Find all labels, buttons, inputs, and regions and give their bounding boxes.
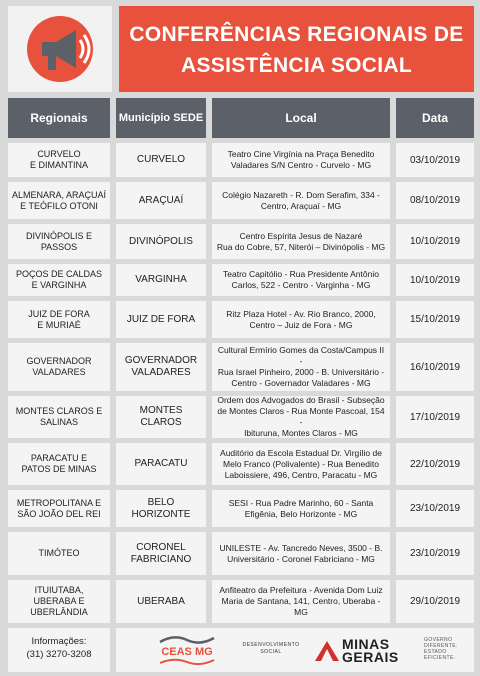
row-local: Centro Espírita Jesus de Nazaré Rua do Cobre, 57, Niterói – Divinópolis - MG — [212, 224, 390, 259]
footer-info — [8, 628, 110, 672]
row-local: Teatro Capitólio - Rua Presidente Antônio Carlos, 522 - Centro - Varginha - MG — [212, 264, 390, 296]
row-date: 22/10/2019 — [396, 443, 474, 485]
row-date: 16/10/2019 — [396, 343, 474, 391]
row-regional: TIMÓTEO — [8, 532, 110, 575]
row-regional: MONTES CLAROS E SALINAS — [8, 396, 110, 438]
row-regional: CURVELO E DIMANTINA — [8, 143, 110, 177]
row-municipio: PARACATU — [116, 443, 206, 485]
row-date: 03/10/2019 — [396, 143, 474, 177]
row-date: 23/10/2019 — [396, 532, 474, 575]
column-header-local: Local — [212, 98, 390, 138]
row-local: Anfiteatro da Prefeitura - Avenida Dom Luiz Maria de Santana, 141, Centro, Uberaba - MG — [212, 580, 390, 623]
minas-gerais-label: MINAS GERAIS — [342, 636, 399, 665]
title-line-1: CONFERÊNCIAS REGIONAIS DE — [129, 23, 464, 46]
ceas-logo — [154, 633, 220, 667]
row-municipio: MONTES CLAROS — [116, 396, 206, 438]
row-local: Ritz Plaza Hotel - Av. Rio Branco, 2000, Centro – Juiz de Fora - MG — [212, 301, 390, 338]
phone-number: (31) 3270-3208 — [26, 649, 92, 660]
row-municipio: DIVINÓPOLIS — [116, 224, 206, 259]
column-header-regionais: Regionais — [8, 98, 110, 138]
row-municipio: CORONEL FABRICIANO — [116, 532, 206, 575]
row-regional: ALMENARA, ARAÇUAÍ E TEÓFILO OTONI — [8, 182, 110, 219]
ceas-label: CEAS MG — [161, 646, 213, 658]
info-label: Informações: — [31, 636, 87, 647]
row-regional: GOVERNADOR VALADARES — [8, 343, 110, 391]
row-regional: METROPOLITANA E SÃO JOÃO DEL REI — [8, 490, 110, 527]
row-municipio: CURVELO — [116, 143, 206, 177]
row-municipio: JUIZ DE FORA — [116, 301, 206, 338]
row-regional: POÇOS DE CALDAS E VARGINHA — [8, 264, 110, 296]
row-regional: PARACATU E PATOS DE MINAS — [8, 443, 110, 485]
row-regional: JUIZ DE FORA E MURIAÉ — [8, 301, 110, 338]
row-regional: DIVINÓPOLIS E PASSOS — [8, 224, 110, 259]
header — [8, 6, 474, 92]
row-date: 10/10/2019 — [396, 264, 474, 296]
column-header-municipio: Município SEDE — [116, 98, 206, 138]
row-local: Colégio Nazareth - R. Dom Serafim, 334 - Centro, Araçuaí - MG — [212, 182, 390, 219]
row-local: SESI - Rua Padre Marinho, 60 - Santa Efigênia, Belo Horizonte - MG — [212, 490, 390, 527]
row-date: 17/10/2019 — [396, 396, 474, 438]
logo-panel — [8, 6, 112, 92]
row-local: Auditório da Escola Estadual Dr. Virgílio de Melo Franco (Polivalente) - Rua Benedito Laboissiere, 496, Centro, Paracatu - MG — [212, 443, 390, 485]
row-local: UNILESTE - Av. Tancredo Neves, 3500 - B. Universitário - Coronel Fabriciano - MG — [212, 532, 390, 575]
governo-slogan: GOVERNO DIFERENTE. ESTADO EFICIENTE. — [424, 637, 458, 661]
row-municipio: ARAÇUAÍ — [116, 182, 206, 219]
column-header-data: Data — [396, 98, 474, 138]
row-municipio: VARGINHA — [116, 264, 206, 296]
row-date: 08/10/2019 — [396, 182, 474, 219]
row-date: 29/10/2019 — [396, 580, 474, 623]
row-municipio: GOVERNADOR VALADARES — [116, 343, 206, 391]
row-municipio: UBERABA — [116, 580, 206, 623]
row-date: 10/10/2019 — [396, 224, 474, 259]
row-date: 15/10/2019 — [396, 301, 474, 338]
row-municipio: BELO HORIZONTE — [116, 490, 206, 527]
red-triangle-icon — [314, 640, 340, 662]
footer-logos — [116, 628, 474, 672]
row-local: Cultural Ermírio Gomes da Costa/Campus II - Rua Israel Pinheiro, 2000 - B. Universitário - Centro - Governador Valadares - MG — [212, 343, 390, 391]
row-local: Ordem dos Advogados do Brasil - Subseção de Montes Claros - Rua Monte Pascoal, 154 - Ibituruna, Montes Claros - MG — [212, 396, 390, 438]
row-date: 23/10/2019 — [396, 490, 474, 527]
row-local: Teatro Cine Virgínia na Praça Benedito Valadares S/N Centro - Curvelo - MG — [212, 143, 390, 177]
megaphone-icon — [8, 6, 112, 92]
title-line-2: ASSISTÊNCIA SOCIAL — [181, 54, 412, 77]
desenvolvimento-social-label: DESENVOLVIMENTO SOCIAL — [242, 642, 300, 655]
page-title — [119, 6, 474, 92]
row-regional: ITUIUTABA, UBERABA E UBERLÂNDIA — [8, 580, 110, 623]
